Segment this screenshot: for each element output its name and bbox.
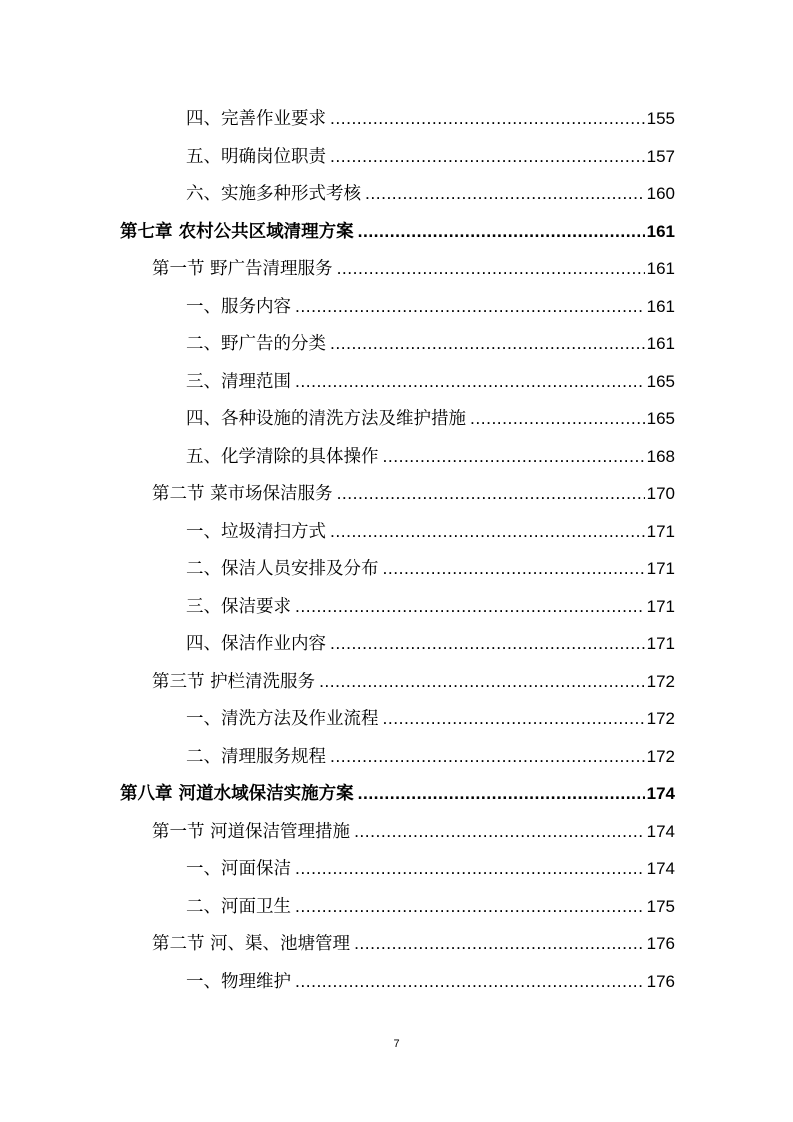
toc-leader-dots: [337, 250, 645, 287]
toc-entry-title: 一、河面保洁: [186, 859, 291, 879]
toc-entry-page: 165: [646, 409, 675, 428]
toc-entry[interactable]: [186, 738, 675, 775]
toc-chapter-entry[interactable]: [120, 775, 675, 812]
toc-entry-title: 二、野广告的分类: [186, 334, 326, 354]
toc-leader-dots: [470, 400, 645, 437]
toc-entry-title: 三、清理范围: [186, 371, 291, 392]
toc-entry[interactable]: [186, 513, 675, 550]
toc-section-entry[interactable]: [152, 813, 675, 850]
toc-entry-title: 四、完善作业要求: [186, 109, 326, 129]
toc-leader-dots: [295, 363, 645, 400]
toc-entry-title: 第八章 河道水域保洁实施方案: [120, 784, 354, 804]
toc-entry-page: 160: [646, 184, 675, 203]
toc-entry-page: 170: [646, 484, 675, 503]
toc-entry[interactable]: [186, 588, 675, 625]
toc-entry-title: 六、实施多种形式考核: [186, 184, 361, 204]
toc-entry-page: 172: [646, 746, 675, 766]
toc-leader-dots: [330, 325, 645, 362]
toc-section-entry[interactable]: [152, 475, 675, 512]
toc-entry-title: 四、保洁作业内容: [186, 634, 326, 654]
toc-entry[interactable]: [186, 700, 675, 737]
toc-section-entry[interactable]: [152, 925, 675, 962]
toc-entry-page: 155: [646, 109, 675, 128]
toc-leader-dots: [354, 813, 645, 850]
toc-entry[interactable]: [186, 175, 675, 212]
toc-chapter-entry[interactable]: [120, 213, 675, 250]
toc-entry-title: 第二节 河、渠、池塘管理: [152, 934, 351, 954]
toc-entry-title: 五、明确岗位职责: [186, 146, 326, 167]
toc-entry-title: 二、保洁人员安排及分布: [186, 559, 379, 579]
toc-entry-title: 一、服务内容: [186, 296, 291, 317]
toc-entry-title: 五、化学清除的具体操作: [186, 446, 379, 467]
toc-leader-dots: [330, 625, 645, 662]
toc-entry[interactable]: [186, 888, 675, 925]
toc-entry-title: 三、保洁要求: [186, 596, 291, 617]
toc-entry-page: 172: [646, 671, 675, 691]
toc-leader-dots: [330, 738, 645, 775]
toc-entry-page: 165: [646, 371, 675, 391]
toc-entry[interactable]: [186, 400, 675, 437]
toc-entry[interactable]: [186, 850, 675, 887]
toc-entry-page: 175: [646, 896, 675, 916]
toc-leader-dots: [295, 588, 645, 625]
toc-entry-title: 第三节 护栏清洗服务: [152, 671, 316, 692]
toc-entry[interactable]: [186, 550, 675, 587]
toc-entry-page: 161: [646, 259, 675, 278]
toc-entry-title: 第七章 农村公共区域清理方案: [120, 221, 354, 242]
toc-entry-title: 第一节 河道保洁管理措施: [152, 821, 351, 842]
toc-entry[interactable]: [186, 100, 675, 137]
toc-entry-page: 174: [646, 784, 675, 803]
toc-entry-page: 168: [646, 446, 675, 466]
toc-entry-title: 一、垃圾清扫方式: [186, 521, 326, 542]
toc-leader-dots: [365, 175, 645, 212]
toc-leader-dots: [337, 475, 645, 512]
toc-leader-dots: [383, 550, 645, 587]
toc-entry-page: 171: [646, 596, 675, 616]
toc-entry-page: 176: [646, 971, 675, 991]
toc-entry-page: 161: [646, 334, 675, 353]
toc-entry-title: 第一节 野广告清理服务: [152, 259, 333, 279]
toc-leader-dots: [358, 213, 645, 250]
page-number: 7: [393, 1038, 400, 1050]
toc-entry[interactable]: [186, 138, 675, 175]
toc-section-entry[interactable]: [152, 663, 675, 700]
toc-section-entry[interactable]: [152, 250, 675, 287]
toc-leader-dots: [295, 288, 645, 325]
toc-leader-dots: [354, 925, 645, 962]
toc-entry[interactable]: [186, 288, 675, 325]
toc-entry-title: 一、物理维护: [186, 971, 291, 992]
toc-entry-page: 171: [646, 634, 675, 653]
toc-leader-dots: [319, 663, 645, 700]
toc-leader-dots: [330, 138, 645, 175]
toc-entry[interactable]: [186, 438, 675, 475]
toc-entry-title: 第二节 菜市场保洁服务: [152, 484, 333, 504]
toc-leader-dots: [383, 438, 645, 475]
toc-entry-page: 171: [646, 521, 675, 541]
toc-entry-title: 四、各种设施的清洗方法及维护措施: [186, 409, 466, 429]
toc-entry-page: 174: [646, 821, 675, 841]
toc-entry[interactable]: [186, 625, 675, 662]
toc-entry-title: 一、清洗方法及作业流程: [186, 709, 379, 729]
toc-leader-dots: [383, 700, 645, 737]
toc-entry[interactable]: [186, 325, 675, 362]
toc-leader-dots: [330, 100, 645, 137]
toc-entry-page: 174: [646, 859, 675, 878]
toc-leader-dots: [295, 888, 645, 925]
toc-entry-page: 172: [646, 709, 675, 728]
toc-entry[interactable]: [186, 363, 675, 400]
toc-entry-page: 157: [646, 146, 675, 166]
toc-entry-page: 176: [646, 934, 675, 953]
toc-leader-dots: [295, 963, 645, 1000]
toc-entry-page: 171: [646, 559, 675, 578]
toc-entry-title: 二、河面卫生: [186, 896, 291, 917]
toc-leader-dots: [330, 513, 645, 550]
toc-entry-title: 二、清理服务规程: [186, 746, 326, 767]
toc-entry-page: 161: [646, 221, 675, 241]
toc-entry-page: 161: [646, 296, 675, 316]
toc-entry[interactable]: [186, 963, 675, 1000]
toc-leader-dots: [295, 850, 645, 887]
toc-leader-dots: [358, 775, 645, 812]
